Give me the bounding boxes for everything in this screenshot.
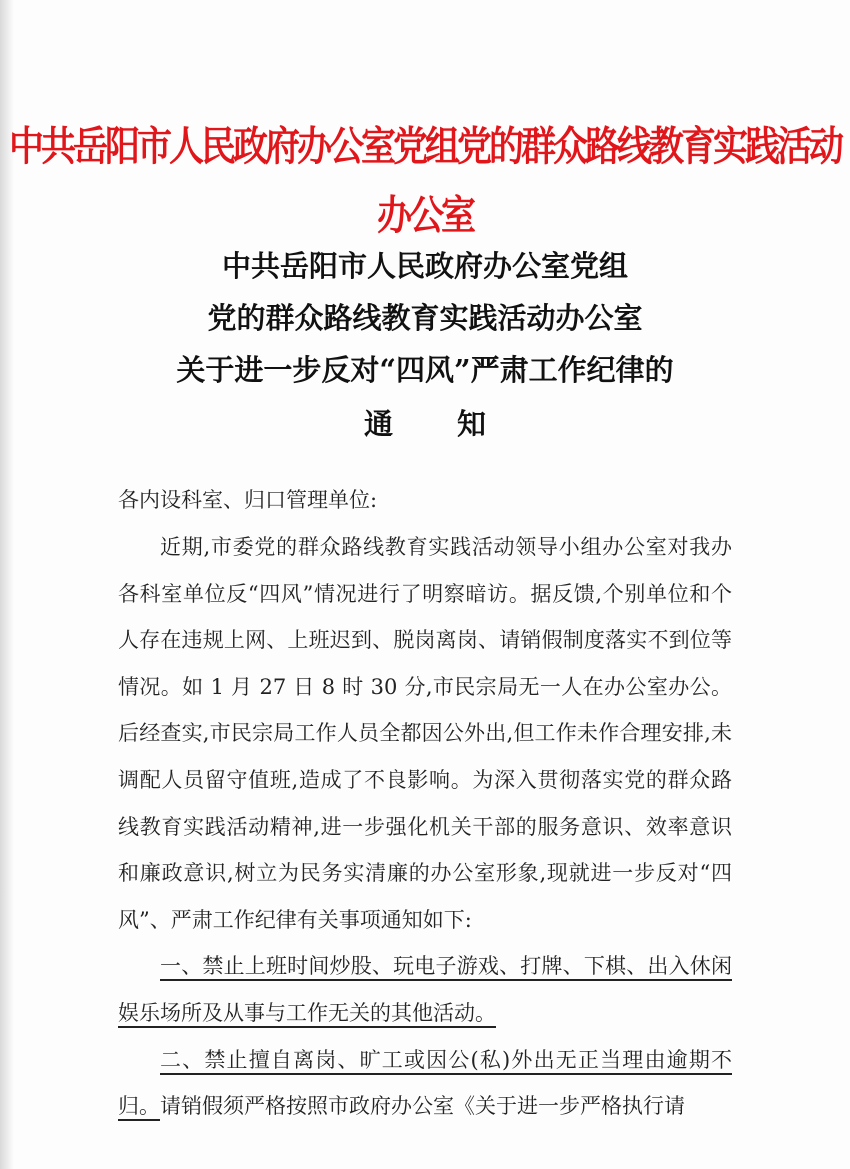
title-line-2: 党的群众路线教育实践活动办公室	[207, 301, 643, 335]
item-1-text: 一、禁止上班时间炒股、玩电子游戏、打牌、下棋、出入休闲娱乐场所及从事与工作无关的其他活动。	[118, 954, 732, 1025]
body-text	[118, 524, 732, 1130]
salutation: 各内设科室、归口管理单位:	[118, 488, 378, 512]
paragraph-item-1	[118, 943, 732, 1036]
item-2-rest: 请销假须严格按照市政府办公室《关于进一步严格执行请	[160, 1094, 685, 1119]
paragraph-item-2	[118, 1037, 732, 1130]
document-title	[0, 240, 850, 452]
notice-char-2: 知	[457, 407, 487, 441]
notice-char-1: 通	[363, 407, 393, 441]
paragraph-intro: 近期,市委党的群众路线教育实践活动领导小组办公室对我办各科室单位反“四风”情况进行了明察暗访。据反馈,个别单位和个人存在违规上网、上班迟到、脱岗离岗、请销假制度落实不到位等情况。如 1 月 27 日 8 时 30 分,市民宗局无一人在办公室办公。后经查实,市民宗局工作人员全都因公外出,但工作未作合理安排,未调配人员留守值班,造成了不良影响。为深入贯彻落实党的群众路线教育实践活动精神,进一步强化机关干部的服务意识、效率意识和廉政意识,树立为民务实清廉的办公室形象,现就进一步反对“四风”、严肃工作纪律有关事项通知如下:	[118, 535, 732, 932]
title-line-1: 中共岳阳市人民政府办公室党组	[221, 249, 628, 283]
title-notice	[0, 396, 850, 452]
item-2-underlined: 二、禁止擅自离岗、旷工或因公(私)外出无正当理由逾期不归。	[118, 1047, 732, 1119]
issuer-red-header: 中共岳阳市人民政府办公室党组党的群众路线教育实践活动办公室	[8, 123, 841, 240]
title-line-3: 关于进一步反对“四风”严肃工作纪律的	[176, 353, 674, 387]
